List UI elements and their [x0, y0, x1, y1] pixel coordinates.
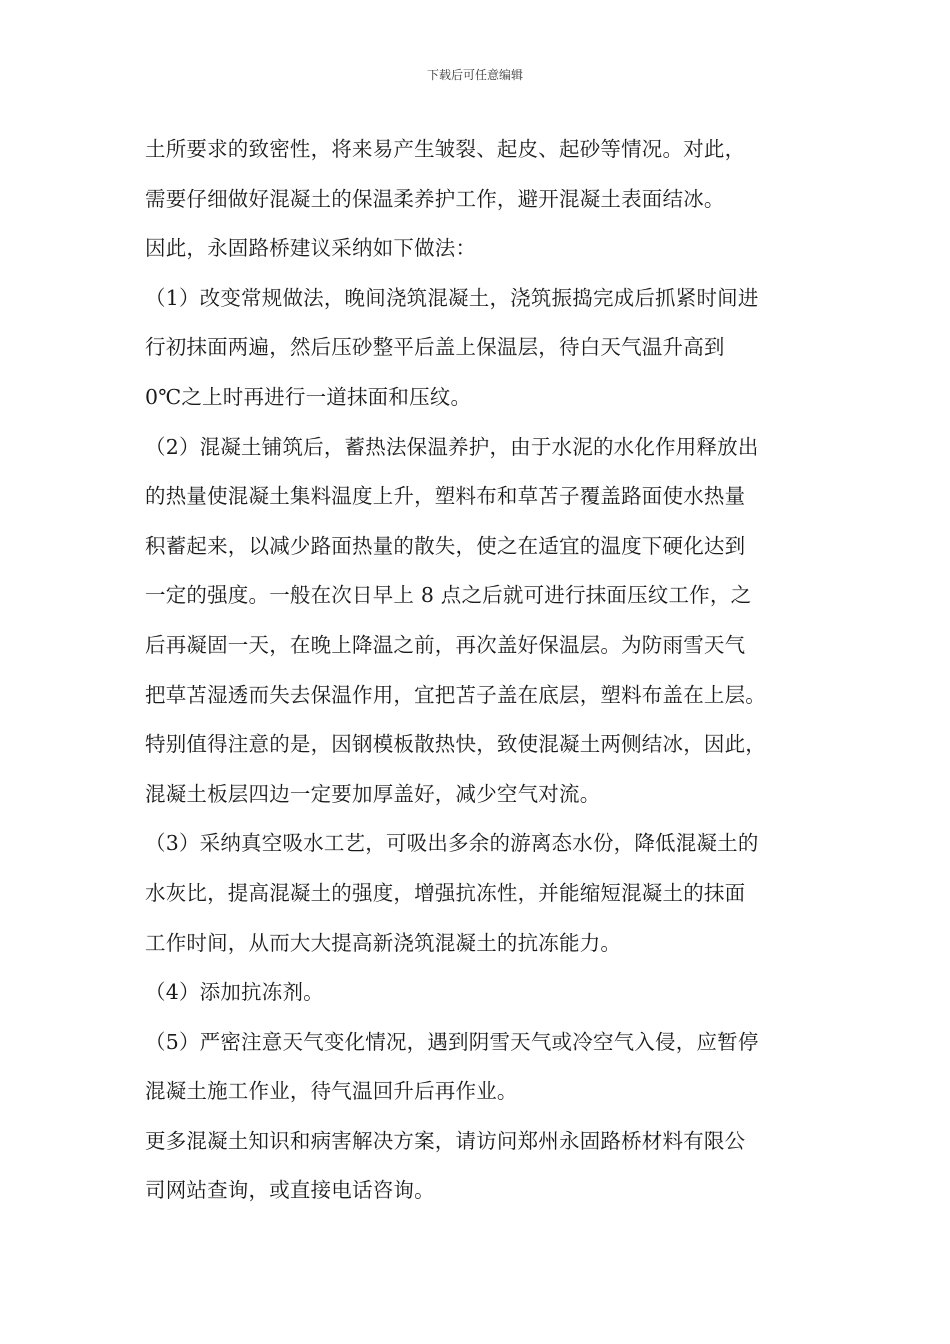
text-line: 把草苫湿透而失去保温作用，宜把苫子盖在底层，塑料布盖在上层。 [145, 682, 766, 707]
text-line: 一定的强度。一般在次日早上 8 点之后就可进行抹面压纹工作，之 [145, 583, 752, 608]
text-line: 后再凝固一天，在晚上降温之前，再次盖好保温层。为防雨雪天气 [145, 632, 746, 657]
text-line: 水灰比，提高混凝土的强度，增强抗冻性，并能缩短混凝土的抹面 [145, 880, 746, 905]
text-line: 的热量使混凝土集料温度上升，塑料布和草苫子覆盖路面使水热量 [145, 484, 746, 509]
text-line: 混凝土板层四边一定要加厚盖好，减少空气对流。 [145, 781, 601, 806]
text-line: 土所要求的致密性，将来易产生皱裂、起皮、起砂等情况。对此， [145, 137, 746, 161]
text-line: （5）严密注意天气变化情况，遇到阴雪天气或冷空气入侵，应暂停 [145, 1029, 759, 1054]
page-header: 下载后可任意编辑 [426, 68, 523, 82]
text-line: （4）添加抗冻剂。 [145, 980, 324, 1005]
document-body [145, 125, 835, 1216]
text-line: （2）混凝土铺筑后，蓄热法保温养护，由于水泥的水化作用释放出 [145, 434, 759, 459]
text-line: 因此，永固路桥建议采纳如下做法： [145, 236, 477, 261]
text-line: 特别值得注意的是，因钢模板散热快，致使混凝土两侧结冰，因此， [145, 732, 766, 757]
text-line: 需要仔细做好混凝土的保温柔养护工作，避开混凝土表面结冰。 [145, 186, 725, 211]
text-line: 司网站查询，或直接电话咨询。 [145, 1178, 435, 1203]
text-line: 工作时间，从而大大提高新浇筑混凝土的抗冻能力。 [145, 930, 622, 955]
text-line: 更多混凝土知识和病害解决方案，请访问郑州永固路桥材料有限公 [145, 1128, 746, 1153]
text-line: （3）采纳真空吸水工艺，可吸出多余的游离态水份，降低混凝土的 [145, 831, 759, 856]
text-line: 0℃之上时再进行一道抹面和压纹。 [145, 384, 472, 409]
text-line: 积蓄起来，以减少路面热量的散失，使之在适宜的温度下硬化达到 [145, 533, 746, 558]
text-line: （1）改变常规做法，晚间浇筑混凝土，浇筑振捣完成后抓紧时间进 [145, 285, 759, 310]
text-line: 混凝土施工作业，待气温回升后再作业。 [145, 1079, 518, 1104]
text-line: 行初抹面两遍，然后压砂整平后盖上保温层，待白天气温升高到 [145, 335, 725, 360]
